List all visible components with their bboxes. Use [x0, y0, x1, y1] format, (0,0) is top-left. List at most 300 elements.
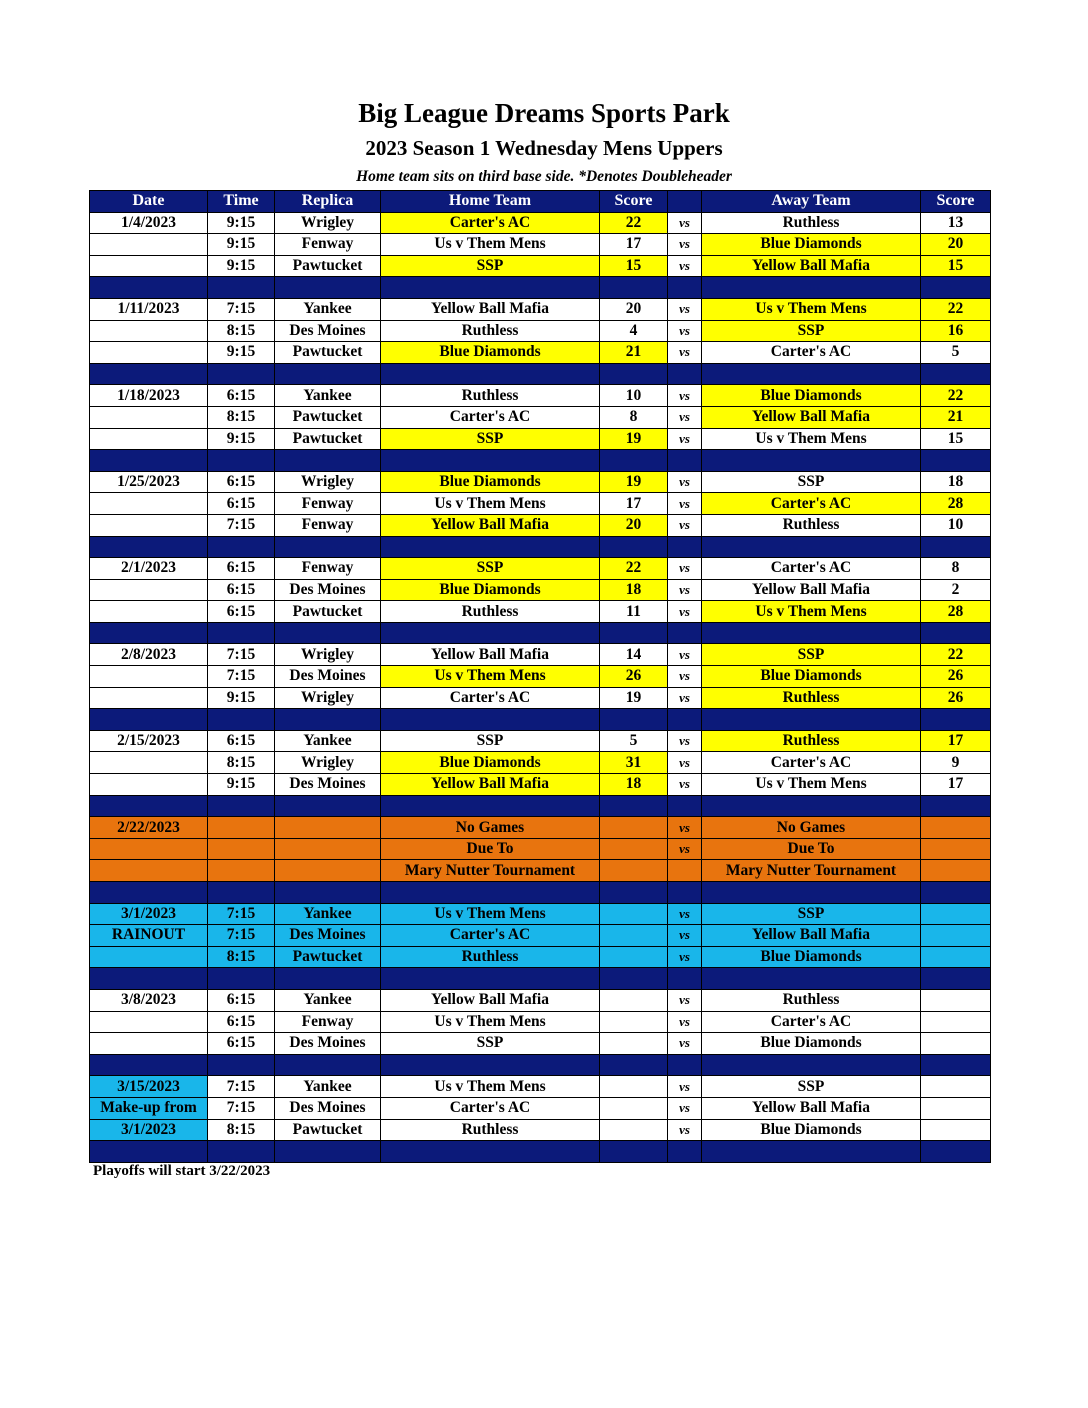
week-separator-row [90, 536, 991, 558]
separator-cell [208, 450, 275, 472]
separator-cell [600, 536, 668, 558]
away-score-cell: 22 [921, 644, 991, 666]
separator-cell [90, 622, 208, 644]
week-separator-row [90, 363, 991, 385]
away-score-cell: 22 [921, 385, 991, 407]
away-team-cell: Us v Them Mens [702, 428, 921, 450]
separator-cell [668, 1054, 702, 1076]
separator-cell [921, 622, 991, 644]
away-score-cell: 17 [921, 730, 991, 752]
separator-cell [600, 709, 668, 731]
blue-row [90, 946, 991, 968]
vs-cell: vs [668, 428, 702, 450]
date-cell [90, 579, 208, 601]
separator-cell [600, 450, 668, 472]
column-header: Home Team [381, 191, 600, 213]
away-team-cell: Blue Diamonds [702, 1119, 921, 1141]
replica-cell: Wrigley [275, 687, 381, 709]
makeup-row [90, 1097, 991, 1119]
home-team-cell: Carter's AC [381, 212, 600, 234]
away-score-cell: 15 [921, 428, 991, 450]
week-separator-row [90, 709, 991, 731]
time-cell: 7:15 [208, 644, 275, 666]
separator-cell [275, 882, 381, 904]
game-row [90, 406, 991, 428]
separator-cell [275, 1054, 381, 1076]
home-score-cell: 5 [600, 730, 668, 752]
time-cell: 7:15 [208, 1097, 275, 1119]
date-cell: 2/8/2023 [90, 644, 208, 666]
vs-cell: vs [668, 903, 702, 925]
date-cell: 2/15/2023 [90, 730, 208, 752]
away-score-cell [921, 838, 991, 860]
separator-cell [381, 536, 600, 558]
away-team-cell: Ruthless [702, 730, 921, 752]
replica-cell: Pawtucket [275, 255, 381, 277]
vs-cell: vs [668, 817, 702, 839]
replica-cell [275, 860, 381, 882]
date-cell: 3/1/2023 [90, 903, 208, 925]
away-team-cell: SSP [702, 903, 921, 925]
separator-cell [90, 968, 208, 990]
time-cell: 9:15 [208, 234, 275, 256]
separator-cell [381, 968, 600, 990]
time-cell: 6:15 [208, 493, 275, 515]
home-team-cell: Carter's AC [381, 925, 600, 947]
replica-cell: Yankee [275, 730, 381, 752]
home-score-cell: 22 [600, 212, 668, 234]
table-header-row [90, 191, 991, 213]
home-team-cell: Yellow Ball Mafia [381, 774, 600, 796]
home-score-cell: 22 [600, 558, 668, 580]
orange-row [90, 860, 991, 882]
home-score-cell: 19 [600, 428, 668, 450]
home-team-cell: SSP [381, 428, 600, 450]
separator-cell [668, 882, 702, 904]
home-team-cell: SSP [381, 730, 600, 752]
separator-cell [208, 709, 275, 731]
separator-cell [702, 795, 921, 817]
separator-cell [90, 1054, 208, 1076]
vs-cell [668, 860, 702, 882]
away-team-cell: Carter's AC [702, 342, 921, 364]
away-score-cell: 28 [921, 493, 991, 515]
column-header: Away Team [702, 191, 921, 213]
game-row [90, 666, 991, 688]
time-cell: 6:15 [208, 579, 275, 601]
home-team-cell: Carter's AC [381, 1097, 600, 1119]
time-cell: 6:15 [208, 1011, 275, 1033]
separator-cell [600, 1054, 668, 1076]
time-cell: 7:15 [208, 666, 275, 688]
separator-cell [600, 795, 668, 817]
replica-cell: Des Moines [275, 1033, 381, 1055]
separator-cell [702, 1054, 921, 1076]
date-cell [90, 946, 208, 968]
home-team-cell: Blue Diamonds [381, 342, 600, 364]
date-cell: 3/1/2023 [90, 1119, 208, 1141]
date-cell [90, 601, 208, 623]
home-score-cell: 26 [600, 666, 668, 688]
home-team-cell: Ruthless [381, 1119, 600, 1141]
replica-cell: Pawtucket [275, 428, 381, 450]
home-score-cell: 17 [600, 234, 668, 256]
page-subtitle: 2023 Season 1 Wednesday Mens Uppers [365, 136, 723, 160]
home-team-cell: Us v Them Mens [381, 1011, 600, 1033]
away-team-cell: SSP [702, 471, 921, 493]
separator-cell [921, 1141, 991, 1163]
replica-cell: Wrigley [275, 212, 381, 234]
away-score-cell [921, 1011, 991, 1033]
game-row [90, 234, 991, 256]
separator-cell [90, 536, 208, 558]
separator-cell [275, 968, 381, 990]
away-score-cell: 16 [921, 320, 991, 342]
replica-cell: Fenway [275, 493, 381, 515]
time-cell: 6:15 [208, 601, 275, 623]
week-separator-row [90, 1141, 991, 1163]
game-row [90, 471, 991, 493]
away-score-cell [921, 1033, 991, 1055]
away-team-cell: Ruthless [702, 989, 921, 1011]
away-score-cell: 5 [921, 342, 991, 364]
home-score-cell: 19 [600, 687, 668, 709]
separator-cell [381, 277, 600, 299]
date-cell: 1/11/2023 [90, 298, 208, 320]
away-score-cell: 26 [921, 687, 991, 709]
separator-cell [600, 968, 668, 990]
away-score-cell [921, 946, 991, 968]
separator-cell [702, 536, 921, 558]
game-row [90, 428, 991, 450]
separator-cell [702, 622, 921, 644]
home-team-cell: Ruthless [381, 946, 600, 968]
column-header: Score [921, 191, 991, 213]
separator-cell [921, 277, 991, 299]
date-cell [90, 838, 208, 860]
away-score-cell: 28 [921, 601, 991, 623]
separator-cell [921, 882, 991, 904]
game-row [90, 558, 991, 580]
away-team-cell: Carter's AC [702, 1011, 921, 1033]
week-separator-row [90, 968, 991, 990]
vs-cell: vs [668, 255, 702, 277]
replica-cell: Pawtucket [275, 601, 381, 623]
game-row [90, 298, 991, 320]
separator-cell [921, 450, 991, 472]
separator-cell [381, 363, 600, 385]
home-score-cell [600, 1033, 668, 1055]
home-team-cell: Ruthless [381, 601, 600, 623]
week-separator-row [90, 882, 991, 904]
home-score-cell: 15 [600, 255, 668, 277]
separator-cell [668, 277, 702, 299]
replica-cell: Des Moines [275, 320, 381, 342]
replica-cell: Pawtucket [275, 406, 381, 428]
home-team-cell: Yellow Ball Mafia [381, 989, 600, 1011]
vs-cell: vs [668, 946, 702, 968]
home-score-cell: 31 [600, 752, 668, 774]
away-team-cell: SSP [702, 1076, 921, 1098]
time-cell: 8:15 [208, 752, 275, 774]
separator-cell [921, 536, 991, 558]
separator-cell [600, 277, 668, 299]
separator-cell [668, 622, 702, 644]
home-score-cell: 18 [600, 579, 668, 601]
home-team-cell: SSP [381, 558, 600, 580]
time-cell: 9:15 [208, 428, 275, 450]
away-score-cell: 15 [921, 255, 991, 277]
separator-cell [600, 1141, 668, 1163]
vs-cell: vs [668, 406, 702, 428]
schedule-note: Home team sits on third base side. *Denotes Doubleheader [356, 168, 732, 185]
away-score-cell: 9 [921, 752, 991, 774]
separator-cell [668, 536, 702, 558]
column-header [668, 191, 702, 213]
home-score-cell [600, 1119, 668, 1141]
home-score-cell [600, 1097, 668, 1119]
date-cell [90, 406, 208, 428]
vs-cell: vs [668, 298, 702, 320]
game-row [90, 342, 991, 364]
replica-cell: Yankee [275, 989, 381, 1011]
time-cell [208, 817, 275, 839]
separator-cell [208, 277, 275, 299]
separator-cell [600, 363, 668, 385]
home-team-cell: Us v Them Mens [381, 493, 600, 515]
separator-cell [208, 363, 275, 385]
vs-cell: vs [668, 212, 702, 234]
replica-cell: Des Moines [275, 1097, 381, 1119]
away-team-cell: Blue Diamonds [702, 946, 921, 968]
separator-cell [921, 795, 991, 817]
away-team-cell: Yellow Ball Mafia [702, 1097, 921, 1119]
separator-cell [702, 363, 921, 385]
home-team-cell: Yellow Ball Mafia [381, 298, 600, 320]
date-cell [90, 255, 208, 277]
week-separator-row [90, 622, 991, 644]
home-score-cell: 20 [600, 298, 668, 320]
separator-cell [90, 709, 208, 731]
home-score-cell: 20 [600, 514, 668, 536]
date-cell [90, 514, 208, 536]
home-score-cell [600, 838, 668, 860]
replica-cell: Yankee [275, 1076, 381, 1098]
away-score-cell: 18 [921, 471, 991, 493]
game-row [90, 493, 991, 515]
game-row [90, 212, 991, 234]
date-cell: RAINOUT [90, 925, 208, 947]
home-score-cell: 10 [600, 385, 668, 407]
vs-cell: vs [668, 1033, 702, 1055]
replica-cell: Des Moines [275, 579, 381, 601]
date-cell [90, 666, 208, 688]
separator-cell [275, 1141, 381, 1163]
away-score-cell [921, 1097, 991, 1119]
vs-cell: vs [668, 1097, 702, 1119]
vs-cell: vs [668, 493, 702, 515]
separator-cell [275, 622, 381, 644]
game-row [90, 514, 991, 536]
date-cell: 2/22/2023 [90, 817, 208, 839]
separator-cell [921, 363, 991, 385]
time-cell: 8:15 [208, 320, 275, 342]
home-team-cell: Blue Diamonds [381, 579, 600, 601]
away-team-cell: Yellow Ball Mafia [702, 579, 921, 601]
time-cell: 9:15 [208, 212, 275, 234]
away-team-cell: Yellow Ball Mafia [702, 925, 921, 947]
time-cell: 8:15 [208, 406, 275, 428]
replica-cell: Wrigley [275, 471, 381, 493]
time-cell: 7:15 [208, 1076, 275, 1098]
time-cell: 6:15 [208, 471, 275, 493]
home-score-cell: 14 [600, 644, 668, 666]
home-score-cell: 4 [600, 320, 668, 342]
replica-cell: Fenway [275, 558, 381, 580]
date-cell: 1/18/2023 [90, 385, 208, 407]
separator-cell [381, 882, 600, 904]
home-team-cell: Us v Them Mens [381, 666, 600, 688]
home-score-cell [600, 925, 668, 947]
away-score-cell: 26 [921, 666, 991, 688]
separator-cell [208, 1141, 275, 1163]
separator-cell [208, 795, 275, 817]
home-team-cell: Blue Diamonds [381, 752, 600, 774]
replica-cell: Fenway [275, 1011, 381, 1033]
replica-cell: Fenway [275, 514, 381, 536]
date-cell: 3/15/2023 [90, 1076, 208, 1098]
separator-cell [275, 450, 381, 472]
time-cell: 6:15 [208, 1033, 275, 1055]
vs-cell: vs [668, 579, 702, 601]
separator-cell [668, 1141, 702, 1163]
separator-cell [921, 1054, 991, 1076]
away-score-cell [921, 925, 991, 947]
separator-cell [90, 882, 208, 904]
away-score-cell [921, 989, 991, 1011]
home-team-cell: Due To [381, 838, 600, 860]
time-cell: 9:15 [208, 342, 275, 364]
home-team-cell: No Games [381, 817, 600, 839]
date-cell [90, 342, 208, 364]
vs-cell: vs [668, 730, 702, 752]
game-row [90, 774, 991, 796]
date-cell [90, 320, 208, 342]
replica-cell [275, 838, 381, 860]
separator-cell [702, 1141, 921, 1163]
separator-cell [275, 277, 381, 299]
vs-cell: vs [668, 989, 702, 1011]
separator-cell [702, 450, 921, 472]
away-score-cell: 21 [921, 406, 991, 428]
away-team-cell: SSP [702, 320, 921, 342]
game-row [90, 730, 991, 752]
home-score-cell [600, 1076, 668, 1098]
makeup-row [90, 1076, 991, 1098]
time-cell: 8:15 [208, 946, 275, 968]
separator-cell [208, 536, 275, 558]
time-cell: 8:15 [208, 1119, 275, 1141]
date-cell [90, 234, 208, 256]
home-team-cell: SSP [381, 1033, 600, 1055]
separator-cell [90, 363, 208, 385]
week-separator-row [90, 795, 991, 817]
away-score-cell: 17 [921, 774, 991, 796]
replica-cell: Wrigley [275, 752, 381, 774]
away-team-cell: SSP [702, 644, 921, 666]
date-cell [90, 774, 208, 796]
away-score-cell [921, 817, 991, 839]
vs-cell: vs [668, 514, 702, 536]
future-row [90, 1033, 991, 1055]
separator-cell [600, 622, 668, 644]
date-cell [90, 1033, 208, 1055]
away-team-cell: Ruthless [702, 514, 921, 536]
time-cell: 7:15 [208, 514, 275, 536]
home-score-cell: 21 [600, 342, 668, 364]
separator-cell [381, 1054, 600, 1076]
replica-cell: Des Moines [275, 774, 381, 796]
time-cell: 6:15 [208, 558, 275, 580]
page-title: Big League Dreams Sports Park [358, 98, 730, 128]
separator-cell [275, 363, 381, 385]
away-score-cell: 2 [921, 579, 991, 601]
time-cell: 9:15 [208, 774, 275, 796]
replica-cell: Yankee [275, 385, 381, 407]
home-score-cell [600, 989, 668, 1011]
away-score-cell [921, 860, 991, 882]
time-cell: 9:15 [208, 687, 275, 709]
separator-cell [275, 709, 381, 731]
separator-cell [702, 277, 921, 299]
vs-cell: vs [668, 925, 702, 947]
vs-cell: vs [668, 838, 702, 860]
home-score-cell: 19 [600, 471, 668, 493]
column-header: Time [208, 191, 275, 213]
vs-cell: vs [668, 234, 702, 256]
orange-row [90, 817, 991, 839]
home-team-cell: Us v Them Mens [381, 1076, 600, 1098]
away-team-cell: Mary Nutter Tournament [702, 860, 921, 882]
away-score-cell: 8 [921, 558, 991, 580]
game-row [90, 601, 991, 623]
away-team-cell: Blue Diamonds [702, 1033, 921, 1055]
vs-cell: vs [668, 1076, 702, 1098]
vs-cell: vs [668, 1119, 702, 1141]
separator-cell [668, 363, 702, 385]
vs-cell: vs [668, 774, 702, 796]
separator-cell [381, 795, 600, 817]
home-team-cell: Us v Them Mens [381, 903, 600, 925]
date-cell: 1/4/2023 [90, 212, 208, 234]
away-team-cell: Us v Them Mens [702, 601, 921, 623]
time-cell: 6:15 [208, 385, 275, 407]
vs-cell: vs [668, 320, 702, 342]
away-team-cell: Carter's AC [702, 493, 921, 515]
separator-cell [208, 968, 275, 990]
date-cell: Make-up from [90, 1097, 208, 1119]
away-score-cell [921, 1076, 991, 1098]
home-score-cell [600, 860, 668, 882]
replica-cell [275, 817, 381, 839]
home-score-cell [600, 903, 668, 925]
orange-row [90, 838, 991, 860]
away-team-cell: Carter's AC [702, 752, 921, 774]
separator-cell [90, 795, 208, 817]
separator-cell [275, 536, 381, 558]
vs-cell: vs [668, 644, 702, 666]
playoffs-note: Playoffs will start 3/22/2023 [93, 1163, 271, 1179]
